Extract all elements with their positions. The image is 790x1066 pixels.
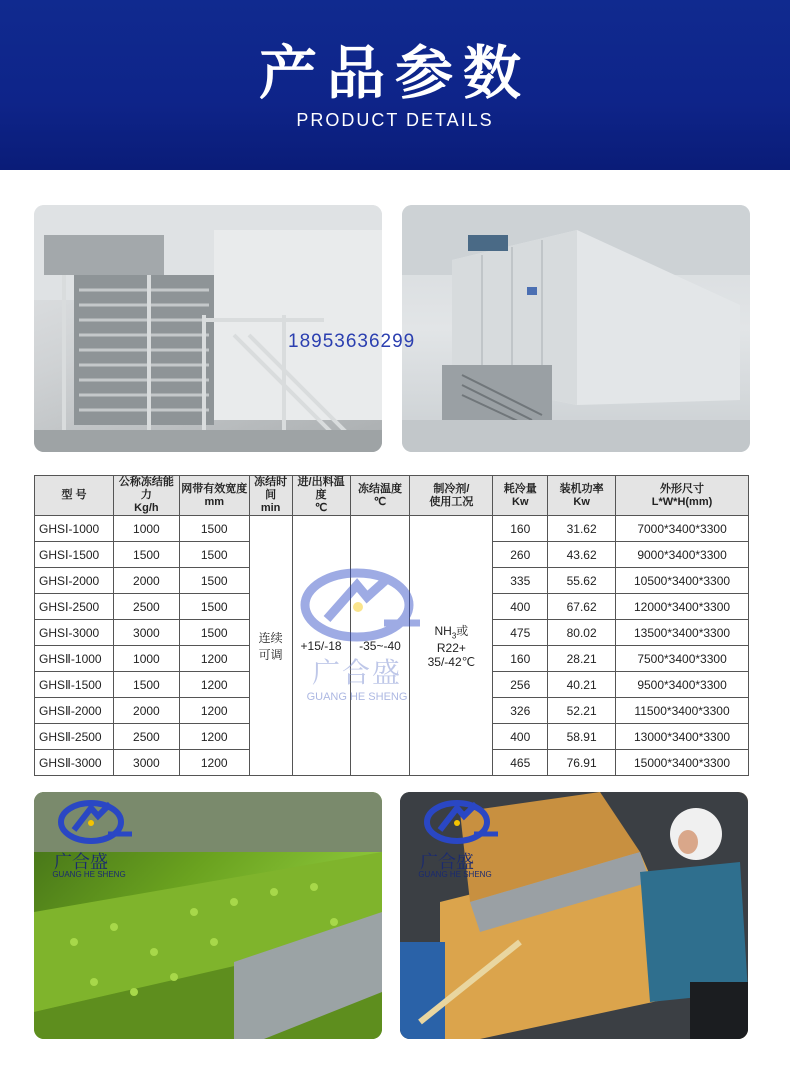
model-cell: GHSⅠ-3000 [35, 620, 114, 646]
belt-width-cell: 1500 [179, 594, 249, 620]
freezer-exterior-illustration [402, 205, 750, 452]
cooling-load-cell: 160 [493, 516, 548, 542]
refrigerant-cell: $NH_3$或 R22+ 35/-42℃ [410, 516, 493, 776]
model-cell: GHSⅡ-2000 [35, 698, 114, 724]
cooling-load-cell: 400 [493, 594, 548, 620]
header-refrigerant: 制冷剂/ 使用工况 [410, 476, 493, 516]
belt-width-cell: 1200 [179, 750, 249, 776]
belt-width-cell: 1200 [179, 646, 249, 672]
capacity-cell: 3000 [113, 620, 179, 646]
model-cell: GHSⅡ-3000 [35, 750, 114, 776]
brand-pinyin: GUANG HE SHENG [306, 691, 408, 703]
cooling-load-cell: 326 [493, 698, 548, 724]
capacity-cell: 1500 [113, 542, 179, 568]
cooling-load-cell: 465 [493, 750, 548, 776]
model-cell: GHSⅡ-2500 [35, 724, 114, 750]
header-in-out-temp: 进/出料温度 ℃ [292, 476, 350, 516]
header-banner [0, 0, 790, 170]
green-peas-illustration [34, 792, 382, 1039]
belt-width-cell: 1200 [179, 672, 249, 698]
header-installed-power: 装机功率 Kw [548, 476, 616, 516]
installed-power-cell: 43.62 [548, 542, 616, 568]
capacity-cell: 2500 [113, 594, 179, 620]
contact-phone-number: 18953636299 [288, 331, 416, 352]
dimensions-cell: 9000*3400*3300 [616, 542, 749, 568]
cooling-load-cell: 256 [493, 672, 548, 698]
capacity-cell: 1000 [113, 646, 179, 672]
header-cooling-load: 耗冷量 Kw [493, 476, 548, 516]
freezer-interior-illustration [34, 205, 382, 452]
dimensions-cell: 7000*3400*3300 [616, 516, 749, 542]
freezer-interior-photo [34, 205, 382, 452]
page-subtitle: PRODUCT DETAILS [296, 110, 494, 130]
belt-width-cell: 1500 [179, 568, 249, 594]
in-out-temp-cell: +15/-18 [292, 516, 350, 776]
table-row [35, 516, 749, 542]
dimensions-cell: 13500*3400*3300 [616, 620, 749, 646]
dimensions-cell: 13000*3400*3300 [616, 724, 749, 750]
cooling-load-cell: 400 [493, 724, 548, 750]
header-belt-width: 网带有效宽度 mm [179, 476, 249, 516]
header-capacity: 公称冻结能力 Kg/h [113, 476, 179, 516]
installed-power-cell: 55.62 [548, 568, 616, 594]
installed-power-cell: 76.91 [548, 750, 616, 776]
model-cell: GHSⅠ-2000 [35, 568, 114, 594]
header-freeze-time: 冻结时间 min [249, 476, 292, 516]
capacity-cell: 1000 [113, 516, 179, 542]
installed-power-cell: 40.21 [548, 672, 616, 698]
dimensions-cell: 15000*3400*3300 [616, 750, 749, 776]
model-cell: GHSⅡ-1000 [35, 646, 114, 672]
green-peas-belt-photo [34, 792, 382, 1039]
brand-name: 广合盛 [54, 852, 108, 873]
installed-power-cell: 52.21 [548, 698, 616, 724]
freezer-exterior-photo [402, 205, 750, 452]
cooling-load-cell: 160 [493, 646, 548, 672]
dimensions-cell: 10500*3400*3300 [616, 568, 749, 594]
installed-power-cell: 58.91 [548, 724, 616, 750]
cooling-load-cell: 260 [493, 542, 548, 568]
model-cell: GHSⅡ-1500 [35, 672, 114, 698]
cooling-load-cell: 475 [493, 620, 548, 646]
dimensions-cell: 12000*3400*3300 [616, 594, 749, 620]
capacity-cell: 2500 [113, 724, 179, 750]
freeze-time-cell: 连续 可调 [249, 516, 292, 776]
capacity-cell: 2000 [113, 698, 179, 724]
brand-pinyin: GUANG HE SHENG [418, 870, 492, 879]
belt-width-cell: 1200 [179, 698, 249, 724]
brand-pinyin: GUANG HE SHENG [52, 870, 126, 879]
installed-power-cell: 80.02 [548, 620, 616, 646]
corn-processing-illustration [400, 792, 748, 1039]
belt-width-cell: 1500 [179, 516, 249, 542]
header-dimensions: 外形尺寸 L*W*H(mm) [616, 476, 749, 516]
header-model: 型 号 [35, 476, 114, 516]
brand-name: 广合盛 [311, 656, 402, 689]
model-cell: GHSⅠ-2500 [35, 594, 114, 620]
model-cell: GHSⅠ-1500 [35, 542, 114, 568]
spec-table [34, 475, 749, 776]
belt-width-cell: 1500 [179, 542, 249, 568]
header-freeze-temp: 冻结温度 ℃ [350, 476, 410, 516]
belt-width-cell: 1200 [179, 724, 249, 750]
dimensions-cell: 7500*3400*3300 [616, 646, 749, 672]
freeze-temp-cell: -35~-40 [350, 516, 410, 776]
dimensions-cell: 11500*3400*3300 [616, 698, 749, 724]
page-title: 产品参数 [258, 39, 531, 107]
model-cell: GHSⅠ-1000 [35, 516, 114, 542]
corn-processing-photo [400, 792, 748, 1039]
cooling-load-cell: 335 [493, 568, 548, 594]
capacity-cell: 3000 [113, 750, 179, 776]
table-header-row [35, 476, 749, 516]
capacity-cell: 1500 [113, 672, 179, 698]
belt-width-cell: 1500 [179, 620, 249, 646]
installed-power-cell: 28.21 [548, 646, 616, 672]
brand-name: 广合盛 [420, 852, 474, 873]
capacity-cell: 2000 [113, 568, 179, 594]
dimensions-cell: 9500*3400*3300 [616, 672, 749, 698]
installed-power-cell: 67.62 [548, 594, 616, 620]
installed-power-cell: 31.62 [548, 516, 616, 542]
